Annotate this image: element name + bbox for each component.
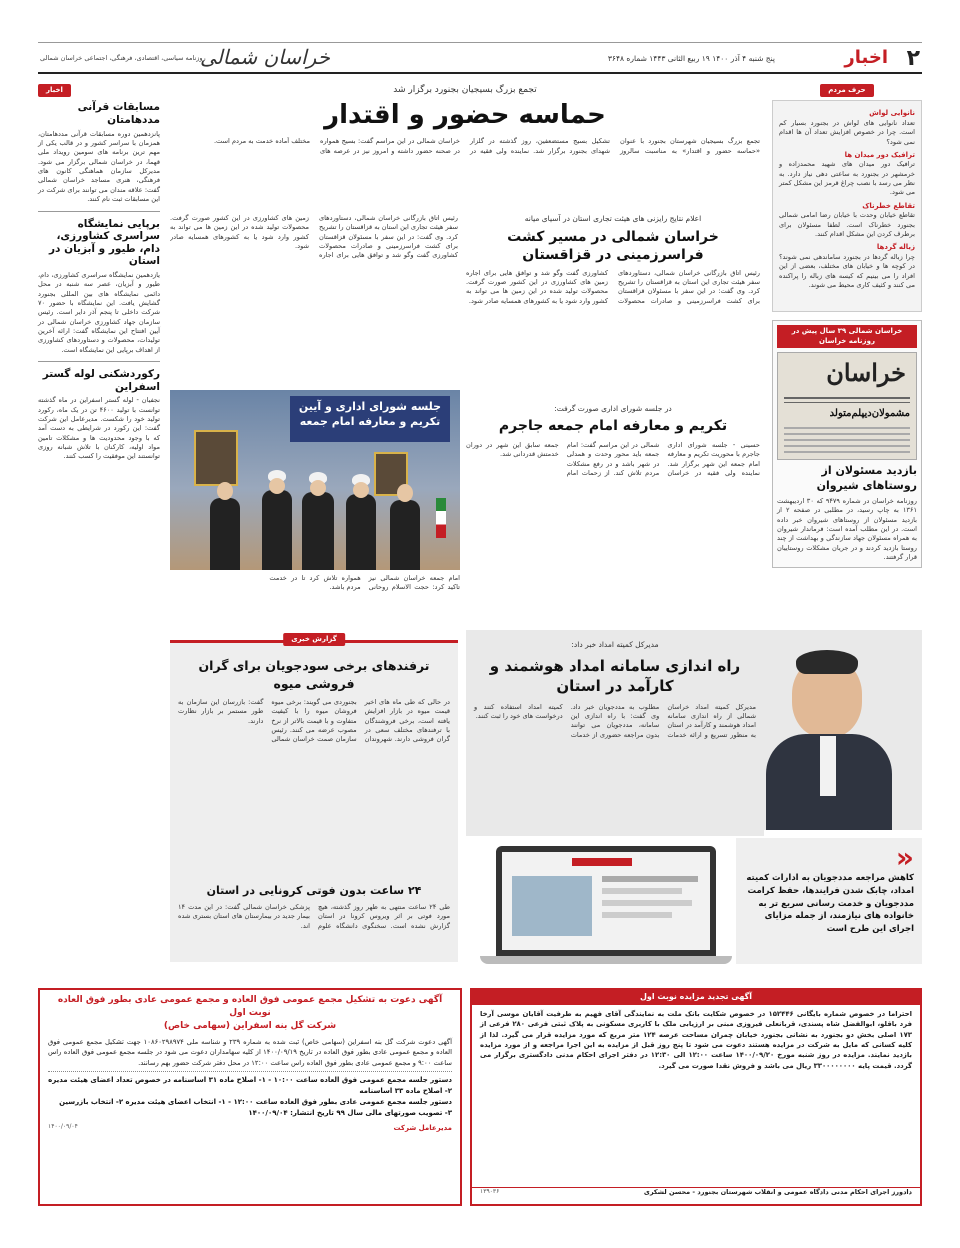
quote-icon: « bbox=[895, 841, 914, 874]
story-title: مسابقات قرآنی مددهامتان bbox=[77, 101, 160, 127]
people-voice-box bbox=[772, 100, 922, 312]
imam-story bbox=[466, 404, 760, 611]
agenda-item: دستور جلسه مجمع عمومی عادی بطور فوق العاده ساعت ۱۲:۰۰ - ۱- انتخاب اعضای هیئت مدیره ۲- انتخاب بازرسین bbox=[59, 1098, 452, 1107]
laptop-base bbox=[480, 956, 732, 964]
report-tab: گزارش خبری bbox=[283, 633, 345, 646]
old-paper-text-line bbox=[784, 427, 910, 429]
screen-line bbox=[602, 900, 692, 906]
top-story bbox=[170, 84, 760, 195]
old-paper-headline: مشمولان‌دیپلم‌متولد bbox=[829, 408, 910, 420]
ad-auction bbox=[470, 988, 922, 1206]
manager-shirt bbox=[820, 736, 836, 796]
old-paper-rule bbox=[784, 397, 910, 399]
kamite-headline: راه اندازی سامانه امداد هوشمند و کارآمد در استان bbox=[489, 657, 741, 696]
kazakh-text-cont: رئیس اتاق بازرگانی خراسان شمالی، دستاوردهای سفر هیئت تجاری این استان به قزاقستان را تشریح کرد. وی گفت: در این سفر با مسئولان قزاقستان برای کشت فراسرزمینی و صادرات محصولات کشاورزی گفت وگو شد و توافق هایی برای اجاره زمین های کشاورزی در این کشور صورت گرفت. محصولات تولید شده در این زمین ها می تواند به کشور وارد شود یا به کشورهای همسایه صادر شود. bbox=[170, 214, 458, 260]
newspaper-logo: خراسان شمالی bbox=[200, 45, 331, 69]
news-tab: اخبار bbox=[38, 84, 71, 97]
section-name: اخبار bbox=[844, 47, 888, 68]
portrait-frame bbox=[194, 430, 238, 486]
divider bbox=[38, 361, 160, 362]
years-ago-title: بازدید مسئولان از روستاهای شیروان bbox=[816, 464, 917, 493]
laptop-display bbox=[502, 852, 710, 950]
story-text: یازدهمین نمایشگاه سراسری کشاورزی، دام، طیور و آبزیان، عصر سه شنبه در محل دائمی نمایشگاه های بین المللی بجنورد گشایش یافت. این نمایشگاه با حضور ۷۰ شرکت داخلی تا پنجم آذر دایر است. رئیس سازمان جهاد کشاورزی خراسان شمالی در آیین افتتاح این نمایشگاه گفت: ارائه آخرین تولیدات، محصولات و دستاوردهای کشاورزی از اهداف برپایی این نمایشگاه است. bbox=[38, 270, 160, 354]
covid-headline: ۲۴ ساعت بدون فوتی کرونایی در استان bbox=[206, 884, 422, 897]
people-item-text: تعداد نانوایی های لواش در بجنورد بسیار کم است. چرا در خصوص افزایش تعداد آن ها اقدام نمی شود؟ bbox=[779, 118, 915, 146]
ad-company: شرکت گل بنه اسفراین (سهامی خاص) bbox=[163, 1021, 337, 1032]
laptop-screen bbox=[496, 846, 716, 956]
top-story-kicker: تجمع بزرگ بسیجیان بجنورد برگزار شد bbox=[393, 85, 537, 95]
people-item-title: ترافیک دور میدان ها bbox=[844, 150, 915, 159]
ad-auction-header: آگهی تجدید مزایده نوبت اول bbox=[472, 990, 920, 1005]
flag-icon bbox=[436, 498, 446, 538]
person-head bbox=[310, 480, 326, 496]
ad-code: ۱۴۰۰/۰۹/۰۴ bbox=[48, 1123, 78, 1131]
screen-line bbox=[602, 912, 672, 918]
page-number: ۲ bbox=[906, 46, 920, 71]
ceremony-photo bbox=[170, 390, 460, 570]
ad-general-assembly bbox=[38, 988, 462, 1206]
people-item-title: زباله گردها bbox=[876, 243, 915, 252]
screen-line bbox=[602, 888, 682, 894]
laptop-image bbox=[466, 838, 764, 968]
person-figure bbox=[346, 494, 376, 570]
agenda-item: دستور جلسه مجمع عمومی فوق العاده ساعت ۱۰:۰۰ - ۱- اصلاح ماده ۳۱ اساسنامه در خصوص تعداد اعضای هیئت مدیره bbox=[48, 1075, 452, 1084]
ad-auction-body: احتراما در خصوص شماره بایگانی ۱۵۲۴۴۶ در خصوص شکایت بانک ملت به نمایندگی آقای فهیم به طرفیت آقایان موسی آرخا فرد باقلو، ابوالفضل شاه پسندی، قربانعلی فیروزی مبنی بر ارزیابی ملک با کاربری مسکونی به پلاک ثبتی فرعی ۲۸۰ فرعی از ۱۷۳ اصلی بخش دو بجنورد به نشانی بجنورد خیابان چمران مساحت عرصه ۱۲۴ متر مربع که مورد مزایده قرار می گیرد. لذا از کلیه کسانی که مایل به شرکت در مزایده هستند دعوت می شود تا پنج روز قبل از مزایده به این اجرا مراجعه و از مورد مزایده بازدید نمایند. مزایده در روز شنبه مورخ ۱۴۰۰/۰۹/۲۰ ساعت ۱۲:۰۰ الی ۱۲:۳۰ در دفتر اجرای احکام مدنی دادگستری برگزار می گردد. قیمت پایه ۳۳۰۰۰۰۰۰۰۰ ریال می باشد و فروش نقدا صورت می گیرد. bbox=[480, 1009, 913, 1070]
ad-code: ۱۳۹۰۳۶ bbox=[480, 1187, 500, 1195]
agenda-item: ۲- اصلاح ماده ۳۳ اساسنامه bbox=[359, 1086, 452, 1095]
old-paper-rule bbox=[784, 402, 910, 403]
story-title: رکوردشکنی لوله گستر اسفراین bbox=[42, 368, 160, 393]
people-item-title: تقاطع خطرناک bbox=[862, 201, 915, 210]
photo-banner: جلسه شورای اداری و آیین تکریم و معارفه امام جمعه bbox=[290, 396, 450, 442]
ad-body: آگهی دعوت شرکت گل بنه اسفراین (سهامی خاص) ثبت شده به شماره ۲۳۹ و شناسه ملی ۱۰۸۶۰۲۹۸۹۷۴ جهت تشکیل مجمع عمومی فوق العاده و مجمع عمومی عادی بطور فوق العاده در تاریخ ۱۴۰۰/۰۹/۱۹ از کلیه سهامداران دعوت می شود در جلسه مجمع عمومی فوق العاده راس ساعت ۹:۰۰ و مجمع عمومی عادی بطور فوق العاده راس ساعت ۱۲:۰۰ در محل دفتر شرکت حضور بهم رسانند. bbox=[48, 1038, 453, 1067]
old-newspaper-image bbox=[777, 352, 917, 460]
story-title: برپایی نمایشگاه سراسری کشاورزی، دام، طیور و آبزیان در استان bbox=[49, 217, 160, 268]
photo-caption bbox=[170, 574, 460, 618]
old-paper-logo: خراسان bbox=[826, 358, 906, 388]
masthead bbox=[0, 0, 960, 78]
person-figure bbox=[302, 492, 334, 570]
imam-headline: تکریم و معارفه امام جمعه جاجرم bbox=[498, 418, 728, 435]
quote-box bbox=[736, 838, 922, 964]
quote-text: کاهش مراجعه مددجویان به ادارات کمیته امداد، چابک شدن فرایندها، حفظ کرامت مددجویان و خدمت رسانی سریع تر به خانواده های نیازمند، از جمله مزایای اجرای این طرح است bbox=[746, 873, 914, 934]
story-text: نجفیان - لوله گستر اسفراین در ماه گذشته توانست با تولید ۴۶۰۰ تن در یک ماه، رکورد تولید خود را شکست. مدیرعامل این شرکت گفت: این رکورد در شرایطی به دست آمد که با وجود محدودیت ها و مشکلات تامین مواد اولیه، کارکنان با تلاش شبانه روزی توانستند این موفقیت را کسب کنند. bbox=[38, 396, 160, 461]
relief-committee-story bbox=[466, 630, 764, 836]
screen-line bbox=[602, 876, 698, 882]
person-head bbox=[397, 484, 413, 502]
date-line: پنج شنبه ۴ آذر ۱۴۰۰ ۱۹ ربیع الثانی ۱۴۴۳ شماره ۳۶۴۸ bbox=[607, 54, 775, 63]
people-voice-tab: حرف مردم bbox=[820, 84, 873, 97]
person-figure bbox=[390, 500, 420, 570]
kazakh-story-cont bbox=[170, 214, 458, 384]
story-text: پانزدهمین دوره مسابقات قرآنی مددهامتان، همزمان با سراسر کشور و در قالب یکی از مهم ترین برنامه های سومین رویداد ملی قهما، در خراسان شمالی برگزار می شود. مدیرکل سازمان هماهنگی کانون های فرهنگی، هنری مساجد خراسان شمالی گفت: علاقه مندان می توانند برای شرکت در این مسابقات ثبت نام کنند. bbox=[38, 129, 160, 204]
covid-text: طی ۲۴ ساعت منتهی به ظهر روز گذشته، هیچ مورد فوتی بر اثر ویروس کرونا در استان گزارش نشده است. سخنگوی دانشگاه علوم پزشکی خراسان شمالی گفت: در این مدت ۱۴ بیمار جدید در بیمارستان های استان بستری شده اند. bbox=[178, 902, 451, 930]
agenda-item: ۳- تصویب صورتهای مالی سال ۹۹ تاریخ انتشار: ۱۴۰۰/۰۹/۰۴ bbox=[248, 1109, 452, 1118]
screen-image bbox=[512, 876, 592, 936]
divider bbox=[48, 1071, 452, 1072]
ad-auction-footer: دادورز اجرای احکام مدنی دادگاه عمومی و انقلاب شهرستان بجنورد - محسن لشکری bbox=[643, 1187, 912, 1196]
ad-title: آگهی دعوت به تشکیل مجمع عمومی فوق العاده و مجمع عمومی عادی بطور فوق العاده نوبت اول bbox=[57, 995, 443, 1019]
kazakh-kicker: اعلام نتایج رایزنی های هیئت تجاری استان در آسیای میانه bbox=[524, 214, 702, 223]
tagline: روزنامه سیاسی، اقتصادی، فرهنگی، اجتماعی خراسان شمالی bbox=[40, 54, 206, 62]
old-paper-text-line bbox=[784, 451, 910, 453]
top-story-text: تجمع بزرگ بسیجیان شهرستان بجنورد با عنوان «حماسه حضور و اقتدار» به مناسبت سالروز تشکیل بسیج مستضعفین، روز گذشته در گلزار شهدای بجنورد برگزار شد. نماینده ولی فقیه در خراسان شمالی در این مراسم گفت: بسیج همواره در صحنه حضور داشته و امروز نیز در عرصه های مختلف آماده خدمت به مردم است. bbox=[213, 137, 760, 155]
years-ago-box bbox=[772, 320, 922, 567]
person-head bbox=[217, 482, 233, 500]
report-headline: ترفندهای برخی سودجویان برای گران فروشی میوه bbox=[198, 658, 430, 691]
kamite-kicker: مدیرکل کمیته امداد خبر داد: bbox=[571, 640, 659, 649]
report-text: در حالی که طی ماه های اخیر قیمت میوه در بازار افزایش یافته است، برخی فروشندگان با ترفندهای مختلف سعی در گران فروشی دارند. شهروندان بجنوردی می گویند: برخی میوه فروشان میوه را با کیفیت متفاوت و با قیمت بالاتر از نرخ مصوب عرضه می کنند. رئیس سازمان صمت خراسان شمالی گفت: بازرسان این سازمان به طور مستمر بر بازار نظارت دارند. bbox=[178, 698, 450, 744]
person-head bbox=[353, 482, 369, 498]
person-figure bbox=[262, 490, 292, 570]
masthead-rule-bottom bbox=[38, 72, 922, 74]
ad-signature: مدیرعامل شرکت bbox=[393, 1124, 452, 1133]
years-ago-header: خراسان شمالی ۳۹ سال پیش در روزنامه خراسان bbox=[777, 325, 917, 348]
old-paper-text-line bbox=[784, 439, 910, 441]
person-figure bbox=[210, 498, 240, 570]
people-item-text: چرا زباله گردها در بجنورد ساماندهی نمی شوند؟ در کوچه ها و خیابان های مختلف، بعضی از این افراد را می بینیم که کیسه های زباله را پراکنده می کنند و کثیف کاری محیط می شوند. bbox=[779, 252, 915, 289]
divider bbox=[38, 211, 160, 212]
kazakh-headline: خراسان شمالی در مسیر کشت فراسرزمینی در قزاقستان bbox=[507, 229, 719, 264]
old-paper-text-line bbox=[784, 445, 910, 447]
masthead-rule bbox=[38, 42, 922, 43]
people-item-title: نانوایی لواش bbox=[869, 109, 915, 118]
manager-hair bbox=[796, 650, 858, 674]
people-item-text: ترافیک دور میدان های شهید محمدزاده و خرمشهر در بجنورد به ساعتی دهی نیاز دارد. به نظر می رسد با نصب چراغ قرمز این مشکل کمتر می شود. bbox=[779, 160, 915, 197]
screen-header bbox=[572, 858, 632, 866]
people-item-text: تقاطع خیابان وحدت با خیابان رضا امامی شمالی بجنورد خطرناک است. لطفا مسئولان برای برطرف کردن این مشکل اقدام کنند. bbox=[779, 211, 915, 238]
imam-text: حسینی - جلسه شورای اداری جاجرم با محوریت تکریم و معارفه امام جمعه این شهر برگزار شد. نماینده ولی فقیه در خراسان شمالی در این مراسم گفت: امام جمعه باید محور وحدت و همدلی در شهر باشد و در رفع مشکلات مردم تلاش کند. از زحمات امام جمعه سابق این شهر در دوران خدمتش قدردانی شد. bbox=[466, 441, 760, 478]
years-ago-text: روزنامه خراسان در شماره ۹۴۷۹ که ۳۰ اردیبهشت ۱۳۶۱ به چاپ رسید، در مطلبی در صفحه ۲ از بازدید مسئولان از روستاهای شیروان خبر داده است. در این مطلب آمده است: فرماندار شیروان به همراه مسئولان جهاد سازندگی و بهداشت از چند روستا بازدید کردند و در جریان مشکلات روستاییان قرار گرفتند. bbox=[777, 497, 917, 562]
kazakh-story bbox=[466, 214, 760, 397]
top-story-headline: حماسه حضور و اقتدار bbox=[324, 100, 606, 131]
old-paper-text-line bbox=[784, 433, 910, 435]
imam-kicker: در جلسه شورای اداری صورت گرفت: bbox=[554, 404, 672, 413]
person-head bbox=[269, 478, 285, 494]
report-box bbox=[170, 635, 458, 962]
caption-text: امام جمعه خراسان شمالی نیز تاکید کرد: حجت الاسلام روحانی همواره تلاش کرد تا در خدمت مردم باشد. bbox=[269, 574, 460, 592]
left-column bbox=[38, 84, 160, 804]
kamite-text: مدیرکل کمیته امداد خراسان شمالی از راه اندازی سامانه امداد هوشمند و کارآمد در استان به منظور تسریع و ارائه خدمات مطلوب به مددجویان خبر داد. وی گفت: با راه اندازی این سامانه، مددجویان می توانند بدون مراجعه حضوری از خدمات کمیته امداد استفاده کنند و درخواست های خود را ثبت کنند. bbox=[474, 702, 756, 739]
kazakh-text: رئیس اتاق بازرگانی خراسان شمالی، دستاوردهای سفر هیئت تجاری این استان به قزاقستان را تشریح کرد. وی گفت: در این سفر با مسئولان قزاقستان برای کشت فراسرزمینی و صادرات محصولات کشاورزی گفت وگو شد و توافق هایی برای اجاره زمین های کشاورزی در این کشور صورت گرفت. محصولات تولید شده در این زمین ها می تواند به کشور وارد شود یا به کشورهای همسایه صادر شود. bbox=[466, 268, 760, 305]
